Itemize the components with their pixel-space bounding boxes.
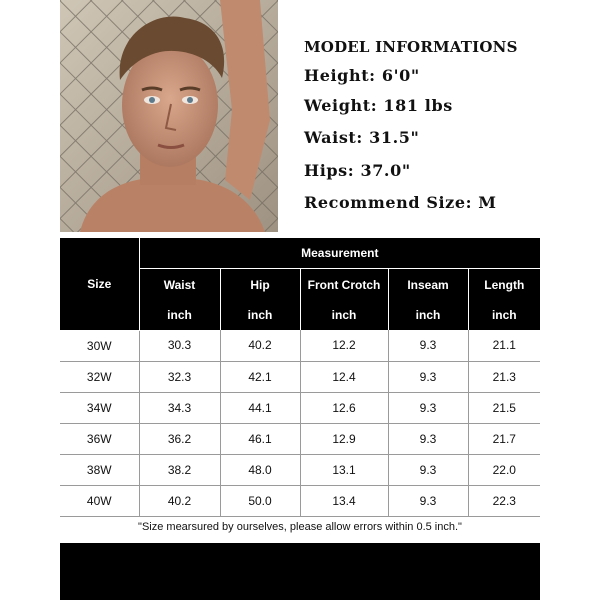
size-table (60, 238, 540, 517)
table-cell: 9.3 (388, 361, 468, 392)
model-waist: Waist: 31.5" (304, 128, 420, 147)
size-cell: 30W (60, 330, 139, 361)
table-cell: 12.6 (300, 392, 388, 423)
unit-label: inch (388, 300, 468, 330)
table-cell: 13.1 (300, 454, 388, 485)
table-row (60, 392, 540, 423)
bottom-black-bar (60, 543, 540, 600)
size-cell: 32W (60, 361, 139, 392)
table-cell: 21.1 (468, 330, 540, 361)
size-cell: 36W (60, 423, 139, 454)
column-header-front-crotch: Front Crotch (300, 269, 388, 301)
model-weight: Weight: 181 lbs (304, 96, 453, 115)
model-info-panel (290, 22, 540, 222)
column-header-length: Length (468, 269, 540, 301)
size-cell: 40W (60, 485, 139, 516)
model-height: Height: 6'0" (304, 66, 420, 85)
table-row (60, 361, 540, 392)
table-cell: 9.3 (388, 330, 468, 361)
table-cell: 12.4 (300, 361, 388, 392)
table-cell: 42.1 (220, 361, 300, 392)
table-cell: 21.5 (468, 392, 540, 423)
table-cell: 40.2 (220, 330, 300, 361)
table-cell: 12.9 (300, 423, 388, 454)
table-cell: 40.2 (139, 485, 220, 516)
size-header: Size (60, 238, 139, 330)
table-cell: 46.1 (220, 423, 300, 454)
size-cell: 38W (60, 454, 139, 485)
table-cell: 38.2 (139, 454, 220, 485)
model-info-title: MODEL INFORMATIONS (304, 38, 518, 56)
table-row (60, 330, 540, 361)
table-cell: 12.2 (300, 330, 388, 361)
table-cell: 36.2 (139, 423, 220, 454)
table-cell: 22.0 (468, 454, 540, 485)
table-cell: 30.3 (139, 330, 220, 361)
model-recommend-size: Recommend Size: M (304, 193, 497, 212)
table-cell: 13.4 (300, 485, 388, 516)
unit-label: inch (139, 300, 220, 330)
unit-label: inch (220, 300, 300, 330)
measurement-header: Measurement (139, 238, 540, 269)
table-row (60, 454, 540, 485)
size-note: "Size mearsured by ourselves, please allow errors within 0.5 inch." (138, 521, 462, 533)
column-header-waist: Waist (139, 269, 220, 301)
table-cell: 9.3 (388, 392, 468, 423)
model-photo (60, 0, 278, 232)
table-row (60, 485, 540, 516)
table-cell: 34.3 (139, 392, 220, 423)
unit-label: inch (468, 300, 540, 330)
table-cell: 9.3 (388, 423, 468, 454)
model-hips: Hips: 37.0" (304, 161, 411, 180)
table-cell: 9.3 (388, 454, 468, 485)
table-cell: 21.3 (468, 361, 540, 392)
table-cell: 48.0 (220, 454, 300, 485)
table-cell: 44.1 (220, 392, 300, 423)
table-cell: 9.3 (388, 485, 468, 516)
table-row (60, 423, 540, 454)
table-cell: 32.3 (139, 361, 220, 392)
column-header-inseam: Inseam (388, 269, 468, 301)
size-chart (60, 238, 540, 517)
column-header-hip: Hip (220, 269, 300, 301)
table-cell: 50.0 (220, 485, 300, 516)
table-cell: 21.7 (468, 423, 540, 454)
unit-label: inch (300, 300, 388, 330)
table-cell: 22.3 (468, 485, 540, 516)
size-cell: 34W (60, 392, 139, 423)
